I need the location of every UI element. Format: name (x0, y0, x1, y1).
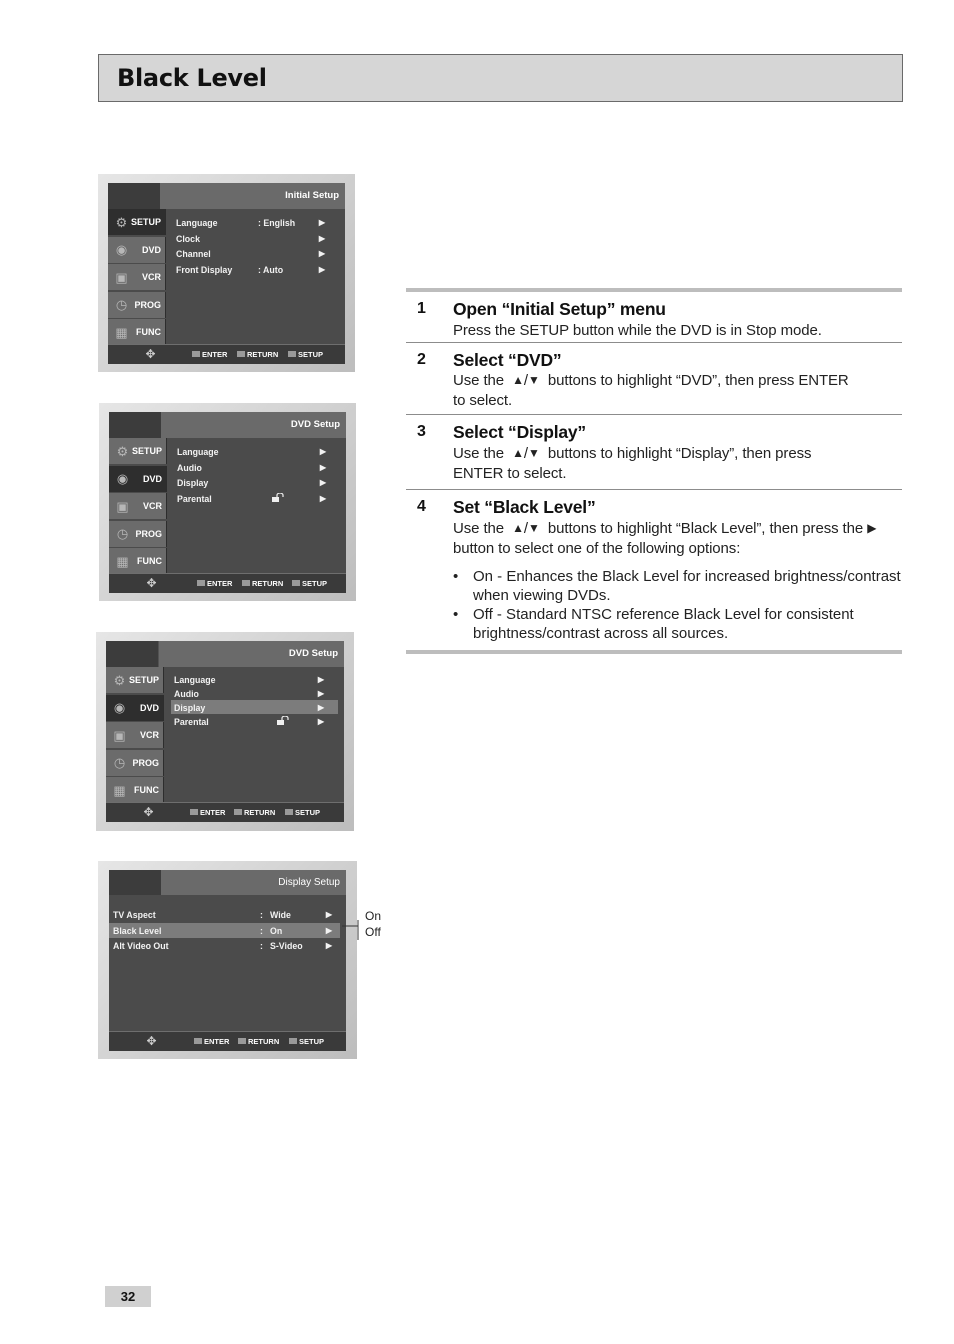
row-label: Language (174, 675, 216, 685)
row-value: : Auto (258, 264, 284, 275)
row-label: Black Level (113, 925, 162, 936)
vcr-icon: ▣ (116, 498, 129, 514)
arrow-right-icon: ▶ (318, 264, 325, 274)
osd-screen-dvd-setup (99, 403, 356, 601)
callout-option-off: Off (365, 925, 381, 939)
row-label: Audio (174, 689, 199, 699)
step-description: Use the ▲/▼ buttons to highlight “Display”, then press ENTER to select. (453, 445, 812, 482)
row-label: Language (177, 447, 219, 457)
osd-title: Initial Setup (285, 190, 339, 201)
down-arrow-icon: ▼ (528, 521, 540, 535)
enter-hint: ENTER (190, 808, 225, 817)
right-arrow-icon: ▶ (867, 521, 877, 535)
row-label: Parental (174, 717, 209, 727)
row-value: : English (258, 218, 296, 228)
menu-row-display (174, 475, 340, 491)
enter-hint: ENTER (192, 350, 227, 359)
tab-label: VCR (141, 272, 161, 282)
osd-footer (109, 573, 346, 593)
setup-hint: SETUP (288, 350, 323, 359)
step-4 (406, 490, 902, 650)
menu-row-clock (173, 231, 339, 247)
osd-menu (173, 215, 339, 277)
vcr-icon: ▣ (113, 727, 126, 743)
arrow-right-icon: ▶ (317, 689, 324, 698)
osd-sidebar (108, 209, 166, 347)
osd-panel (108, 183, 345, 364)
step-heading: Set “Black Level” (453, 497, 596, 517)
menu-row-language (174, 444, 340, 460)
tab-label: DVD (142, 473, 162, 484)
tab-vcr (109, 493, 167, 519)
arrow-right-icon: ▶ (317, 717, 324, 726)
menu-row-tv-aspect (109, 907, 340, 923)
row-label: Front Display (176, 264, 233, 275)
gear-icon: ⚙ (116, 443, 129, 459)
tab-label: PROG (135, 528, 162, 539)
tab-label: FUNC (134, 785, 159, 795)
step-heading: Open “Initial Setup” menu (453, 299, 666, 319)
enter-hint: ENTER (194, 1037, 229, 1046)
step-1 (406, 292, 902, 343)
arrow-right-icon: ▶ (319, 478, 326, 487)
tab-dvd (109, 466, 167, 492)
step-3 (406, 415, 902, 490)
osd-titlebar (108, 183, 345, 209)
menu-row-parental (174, 491, 340, 507)
row-label: Language (176, 218, 218, 228)
osd-title: DVD Setup (290, 419, 340, 430)
setup-hint: SETUP (285, 808, 320, 817)
gear-icon: ⚙ (115, 214, 128, 230)
func-icon: ▦ (113, 782, 126, 798)
tab-label: VCR (139, 730, 159, 740)
step-description: Use the ▲/▼ buttons to highlight “Black Level”, then press the ▶ button to select one of the following options: (453, 520, 877, 557)
clock-icon: ◷ (115, 297, 128, 312)
arrow-right-icon: ▶ (325, 941, 332, 950)
disc-icon: ◉ (116, 471, 129, 486)
tab-dvd (106, 695, 164, 721)
menu-row-display-highlighted (171, 700, 338, 714)
row-label: Display (177, 478, 209, 488)
tab-label: PROG (132, 757, 159, 768)
tab-label: SETUP (128, 675, 159, 685)
step-description: Press the SETUP button while the DVD is in Stop mode. (453, 322, 822, 339)
osd-titlebar (109, 870, 346, 895)
page-title: Black Level (117, 64, 267, 92)
tab-label: SETUP (131, 446, 162, 456)
page-number: 32 (105, 1286, 151, 1307)
navigation-pad-icon: ✥ (143, 805, 154, 819)
arrow-right-icon: ▶ (325, 925, 332, 935)
tab-label: DVD (139, 702, 159, 713)
osd-titlebar (109, 412, 346, 438)
step-2 (406, 343, 902, 415)
callout-option-on: On (365, 909, 382, 923)
tab-label: VCR (142, 501, 162, 511)
row-value: On (270, 925, 283, 936)
options-list (453, 567, 905, 643)
menu-row-front-display (173, 262, 339, 278)
row-label: Clock (176, 233, 200, 244)
osd-menu (109, 907, 340, 954)
row-label: Channel (176, 249, 211, 259)
row-label: TV Aspect (113, 910, 156, 920)
return-hint: RETURN (238, 1037, 279, 1046)
step-heading: Select “DVD” (453, 350, 562, 370)
page-header (98, 54, 903, 102)
tab-func (109, 548, 167, 574)
tab-label: PROG (134, 299, 161, 310)
row-label: Alt Video Out (113, 941, 169, 951)
osd-panel (109, 870, 346, 1051)
arrow-right-icon: ▶ (318, 233, 325, 243)
gear-icon: ⚙ (113, 672, 126, 688)
row-colon: : (260, 925, 263, 936)
disc-icon: ◉ (115, 242, 128, 257)
osd-title: Display Setup (278, 877, 340, 888)
tab-func (106, 777, 164, 803)
step-number: 4 (417, 498, 426, 515)
menu-row-audio (171, 686, 338, 700)
step-description: Use the ▲/▼ buttons to highlight “DVD”, then press ENTER to select. (453, 372, 849, 409)
osd-panel (106, 641, 344, 822)
setup-hint: SETUP (292, 579, 327, 588)
setup-hint: SETUP (289, 1037, 324, 1046)
menu-row-parental (171, 714, 338, 728)
tab-prog (106, 750, 164, 776)
arrow-right-icon: ▶ (318, 249, 325, 258)
arrow-right-icon: ▶ (319, 493, 326, 503)
tab-label: DVD (141, 244, 161, 255)
osd-sidebar (106, 667, 164, 805)
tab-label: FUNC (136, 327, 161, 337)
func-icon: ▦ (116, 553, 129, 569)
arrow-right-icon: ▶ (317, 675, 324, 684)
disc-icon: ◉ (113, 700, 126, 715)
osd-screen-display-setup (98, 861, 357, 1059)
row-colon: : (260, 941, 263, 951)
row-value: Wide (270, 910, 291, 920)
osd-screen-dvd-setup-display (96, 632, 354, 831)
arrow-right-icon: ▶ (325, 910, 332, 919)
steps-list (406, 288, 902, 654)
down-arrow-icon: ▼ (528, 373, 540, 387)
osd-titlebar (106, 641, 344, 667)
osd-footer (109, 1031, 346, 1051)
osd-screen-initial-setup (98, 174, 355, 372)
return-hint: RETURN (242, 579, 283, 588)
tab-label: FUNC (137, 556, 162, 566)
row-label: Audio (177, 462, 202, 473)
row-label: Display (174, 703, 206, 713)
callout-bracket (342, 920, 364, 940)
step-number: 2 (417, 351, 426, 368)
clock-icon: ◷ (113, 755, 126, 770)
up-arrow-icon: ▲ (512, 521, 524, 535)
bottom-rule (406, 650, 902, 654)
tab-setup (109, 438, 167, 464)
option-on: • On - Enhances the Black Level for increased brightness/contrast when viewing DVDs. (453, 568, 901, 604)
menu-row-alt-video-out (109, 938, 340, 954)
down-arrow-icon: ▼ (528, 446, 540, 460)
row-value: S-Video (270, 941, 303, 951)
osd-panel (109, 412, 346, 593)
option-off: • Off - Standard NTSC reference Black Level for consistent brightness/contrast across all sources. (453, 606, 854, 642)
osd-menu (171, 672, 338, 728)
tab-dvd (108, 237, 166, 263)
arrow-right-icon: ▶ (317, 703, 324, 712)
row-colon: : (260, 910, 263, 920)
osd-menu (174, 444, 340, 506)
menu-row-audio (174, 460, 340, 476)
tab-func (108, 319, 166, 345)
tab-vcr (106, 722, 164, 748)
vcr-icon: ▣ (115, 269, 128, 285)
up-arrow-icon: ▲ (512, 373, 524, 387)
menu-row-channel (173, 246, 339, 262)
return-hint: RETURN (237, 350, 278, 359)
func-icon: ▦ (115, 324, 128, 340)
osd-sidebar (109, 438, 167, 576)
arrow-right-icon: ▶ (318, 218, 325, 227)
menu-row-black-level-highlighted (109, 923, 340, 939)
clock-icon: ◷ (116, 526, 129, 541)
navigation-pad-icon: ✥ (145, 347, 156, 361)
tab-setup (108, 209, 166, 235)
osd-title: DVD Setup (288, 648, 338, 659)
menu-row-language (171, 672, 338, 686)
tab-setup (106, 667, 164, 693)
tab-vcr (108, 264, 166, 290)
return-hint: RETURN (234, 808, 275, 817)
tab-prog (109, 521, 167, 547)
navigation-pad-icon: ✥ (146, 1034, 157, 1048)
step-number: 3 (417, 423, 426, 440)
menu-row-language (173, 215, 339, 231)
row-label: Parental (177, 493, 212, 504)
tab-prog (108, 292, 166, 318)
step-number: 1 (417, 300, 426, 317)
tab-label: SETUP (130, 217, 161, 227)
osd-footer (108, 344, 345, 364)
lock-icon (272, 493, 286, 502)
arrow-right-icon: ▶ (319, 462, 326, 472)
osd-footer (106, 802, 344, 822)
step-heading: Select “Display” (453, 422, 586, 442)
arrow-right-icon: ▶ (319, 447, 326, 456)
enter-hint: ENTER (197, 579, 232, 588)
navigation-pad-icon: ✥ (146, 576, 157, 590)
up-arrow-icon: ▲ (512, 446, 524, 460)
lock-icon (277, 716, 291, 725)
